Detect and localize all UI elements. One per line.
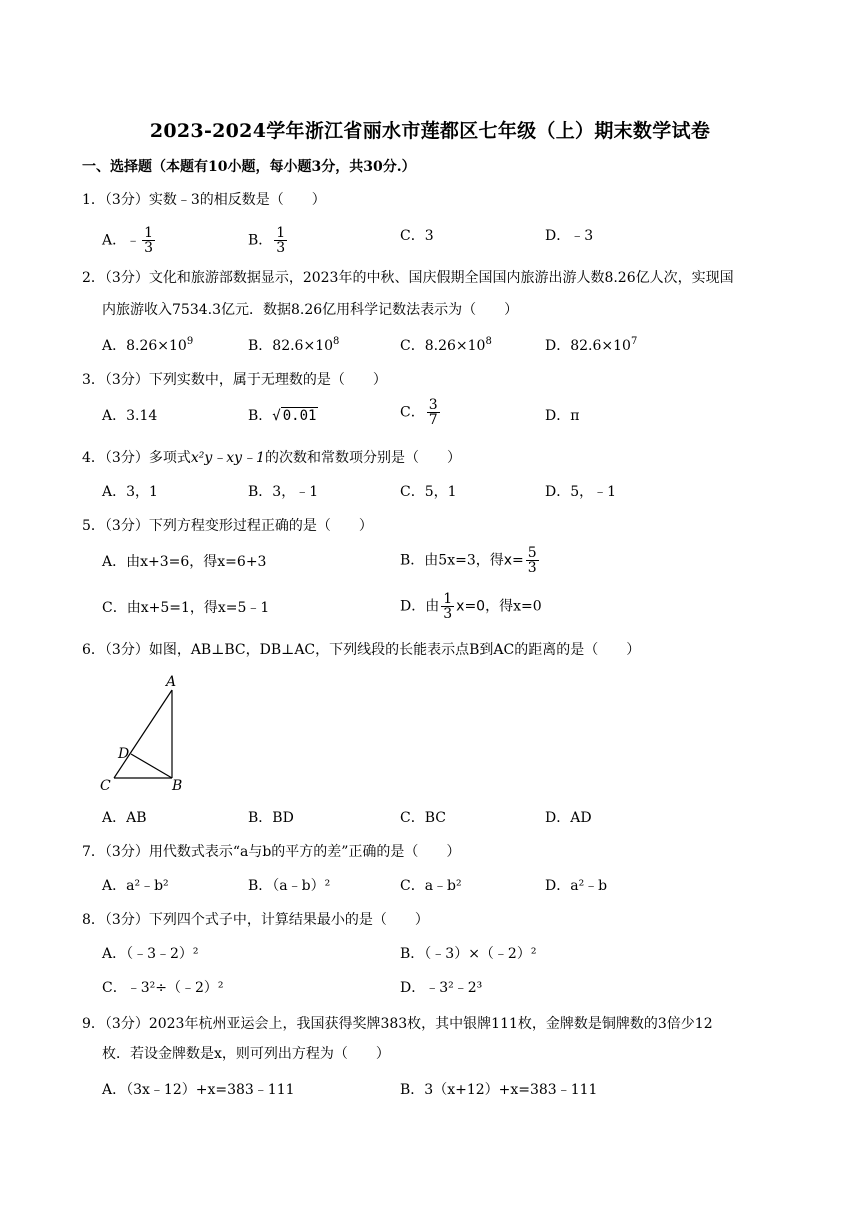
q8-option-b: B．（﹣3）×（﹣2）² — [400, 946, 537, 962]
question-3-stem: 3．（3分）下列实数中，属于无理数的是（ ） — [82, 372, 387, 388]
q4-option-c: C．5，1 — [400, 484, 457, 500]
question-9-stem-line1: 9．（3分）2023年杭州亚运会上，我国获得奖牌383枚，其中银牌111枚，金牌数是铜牌数的3倍少12 — [82, 1016, 713, 1032]
section-title: 一、选择题（本题有10小题，每小题3分，共30分.） — [82, 159, 416, 175]
q9-option-a: A．（3x﹣12）+x=383﹣111 — [102, 1082, 295, 1098]
question-2-stem-line1: 2．（3分）文化和旅游部数据显示，2023年的中秋、国庆假期全国国内旅游出游人数8.26亿人次，实现国 — [82, 270, 734, 286]
q2-option-c: C．$8.26\times 10^8$ — [400, 336, 492, 354]
question-2-stem-line2: 内旅游收入7534.3亿元．数据8.26亿用科学记数法表示为（ ） — [102, 302, 519, 318]
q5-option-b: B．由5x=3，得x= $\frac{5}{3}$ — [400, 545, 537, 576]
q7-option-d: D．a²﹣b — [545, 878, 608, 894]
q7-option-b: B．（a﹣b）² — [248, 878, 331, 894]
q5-option-a: A．由x+3=6，得x=6+3 — [102, 554, 267, 570]
q8-option-a: A．（﹣3﹣2）² — [102, 946, 199, 962]
question-4-stem: 4．（3分）多项式x²y﹣xy﹣1的次数和常数项分别是（ ） — [82, 450, 461, 466]
q3-option-b: B．√ 0.01 — [248, 408, 317, 424]
q3-sqrt: √ 0.01 — [272, 408, 317, 424]
question-9-stem-line2: 枚．若设金牌数是x，则可列出方程为（ ） — [102, 1046, 390, 1062]
q1-option-d: D．﹣3 — [545, 228, 594, 244]
q4-option-b: B．3，﹣1 — [248, 484, 319, 500]
q6-option-b: B．BD — [248, 810, 294, 826]
question-7-stem: 7．（3分）用代数式表示“a与b的平方的差”正确的是（ ） — [82, 844, 461, 860]
q4-option-d: D．5，﹣1 — [545, 484, 617, 500]
q3-c-fraction: $\frac{3}{7}$ — [428, 397, 438, 428]
q3-option-d: D．π — [545, 408, 580, 424]
label-c: C — [100, 778, 111, 794]
q1-a-fraction: $\frac{1}{3}$ — [144, 225, 154, 256]
q2-option-d: D．$82.6\times 10^7$ — [545, 336, 638, 354]
q5-option-d: D．由 $\frac{1}{3}$ x=0，得x=0 — [400, 591, 542, 622]
q5-option-c: C．由x+5=1，得x=5﹣1 — [102, 600, 270, 616]
q6-option-c: C．BC — [400, 810, 446, 826]
question-6-stem: 6．（3分）如图，AB⊥BC，DB⊥AC，下列线段的长能表示点B到AC的距离的是（ ） — [82, 642, 641, 658]
q7-option-a: A．a²﹣b² — [102, 878, 169, 894]
question-1-stem: 1．（3分）实数﹣3的相反数是（ ） — [82, 192, 326, 208]
q9-option-b: B．3（x+12）+x=383﹣111 — [400, 1082, 598, 1098]
q6-option-a: A．AB — [102, 810, 147, 826]
q7-option-c: C．a﹣b² — [400, 878, 462, 894]
label-a: A — [166, 674, 177, 690]
q5-d-fraction: $\frac{1}{3}$ — [443, 591, 453, 622]
q3-option-c: C． $\frac{3}{7}$ — [400, 397, 438, 428]
label-d: D — [118, 746, 130, 762]
q2-option-a: A．$8.26\times 10^9$ — [102, 336, 194, 354]
question-5-stem: 5．（3分）下列方程变形过程正确的是（ ） — [82, 518, 373, 534]
q2-option-b: B．$82.6\times 10^8$ — [248, 336, 340, 354]
q5-b-fraction: $\frac{5}{3}$ — [527, 545, 537, 576]
question-8-stem: 8．（3分）下列四个式子中，计算结果最小的是（ ） — [82, 912, 429, 928]
q3-option-a: A．3.14 — [102, 408, 158, 424]
q6-option-d: D．AD — [545, 810, 592, 826]
q1-option-c: C．3 — [400, 228, 434, 244]
q8-option-c: C．﹣3²÷（﹣2）² — [102, 980, 224, 996]
q1-option-a: A．﹣ $\frac{1}{3}$ — [102, 225, 154, 256]
label-b: B — [172, 778, 183, 794]
q1-b-fraction: $\frac{1}{3}$ — [276, 225, 286, 256]
q1-option-b: B． $\frac{1}{3}$ — [248, 225, 286, 256]
q8-option-d: D．﹣3²﹣2³ — [400, 980, 483, 996]
q4-option-a: A．3，1 — [102, 484, 158, 500]
triangle-figure — [96, 670, 206, 800]
page-title: 2023-2024学年浙江省丽水市莲都区七年级（上）期末数学试卷 — [149, 120, 711, 142]
